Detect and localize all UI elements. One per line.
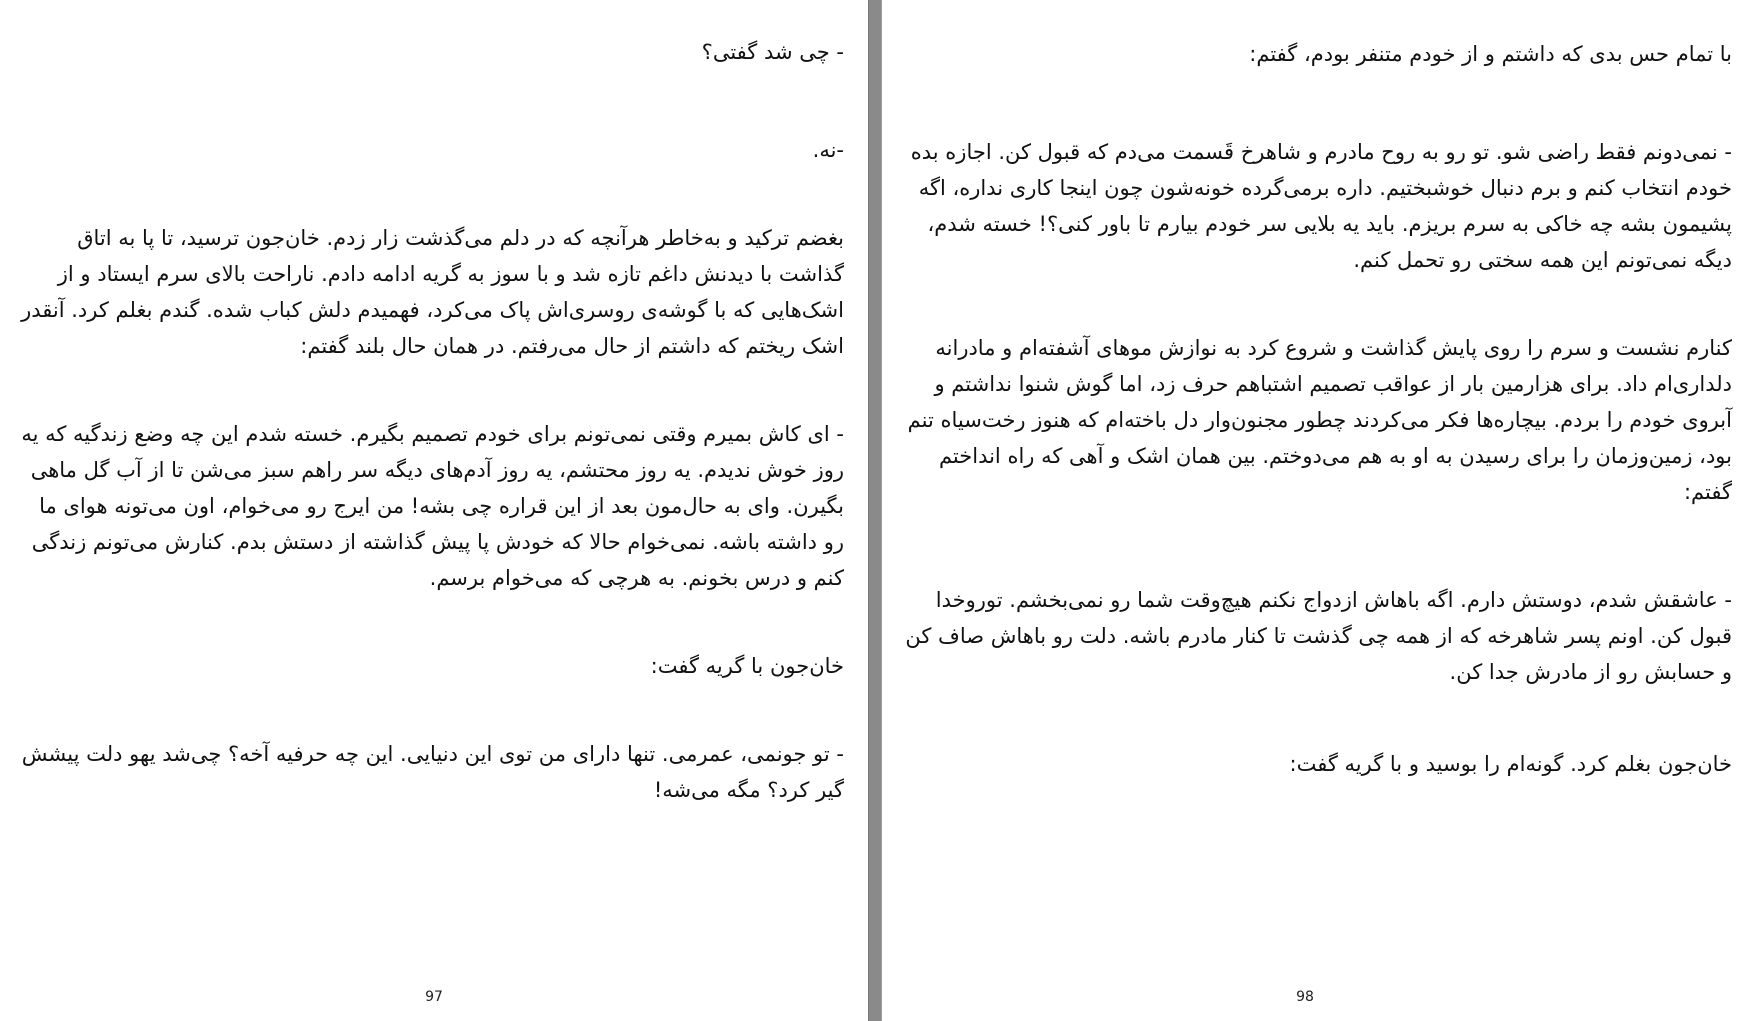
paragraph: خان‌جون بغلم کرد. گونه‌ام را بوسید و با گریه گفت: — [1289, 752, 1732, 776]
paragraph: کنارم نشست و سرم را روی پایش گذاشت و شروع کرد به نوازش موهای آشفته‌ام و مادرانه دلداری‌ام داد. برای هزارمین بار از عواقب تصمیم اشتباهم حرف زد، اما گوش شنوا نداشتم و آبروی خودم را بردم. بیچاره‌ها فکر می‌کردند چطور مجنون‌وار دل باخته‌ام که هنوز رخت‌سیاه تنم بود، زمین‌وزمان را برای رسیدن به او به هم می‌دوختم. بین همان اشک و آهی که راه انداختم گفتم: — [907, 336, 1732, 504]
right-page — [882, 0, 1750, 1021]
paragraph: با تمام حس بدی که داشتم و از خودم متنفر بودم، گفتم: — [1249, 42, 1732, 66]
paragraph: - تو جونمی، عمرمی. تنها دارای من توی این دنیایی. این چه حرفیه آخه؟ چی‌شد یهو دلت پیشش گیر کرد؟ مگه می‌شه! — [21, 742, 844, 802]
paragraph: - ای کاش بمیرم وقتی نمی‌تونم برای خودم تصمیم بگیرم. خسته شدم این چه وضع زندگیه که یه روز خوش ندیدم. یه روز محتشم، یه روز آدم‌های دیگه سر راهم سبز می‌شن تا از آب گل ماهی بگیرن. وای به حال‌مون بعد از این قراره چی بشه! من ایرج رو می‌خوام، اون می‌تونه هوای ما رو داشته باشه. نمی‌خوام حالا که خودش پا پیش گذاشته از دستش بدم. کنارش می‌تونم زندگی کنم و درس بخونم. به هرچی که می‌خوام برسم. — [21, 422, 844, 590]
left-page-text — [18, 30, 844, 808]
paragraph: - نمی‌دونم فقط راضی شو. تو رو به روح مادرم و شاهرخ قَسمت می‌دم که قبول کن. اجازه بده خودم انتخاب کنم و برم دنبال خوشبختیم. داره برمی‌گرده خونه‌شون چون اینجا کاری نداره، اگه پشیمون بشه چه خاکی به سرم بریزم. باید یه بلایی سر خودم بیارم تا باور کنی؟! خسته شدم، دیگه نمی‌تونم این همه سختی رو تحمل کنم. — [910, 140, 1732, 272]
right-page-text — [900, 30, 1732, 782]
page-divider — [868, 0, 882, 1021]
paragraph: - چی شد گفتی؟ — [701, 40, 844, 64]
paragraph: -نه. — [812, 138, 844, 162]
page-number: 98 — [1296, 989, 1314, 1005]
page-number: 97 — [425, 989, 443, 1005]
paragraph: خان‌جون با گریه گفت: — [650, 654, 844, 678]
paragraph: بغضم ترکید و به‌خاطر هرآنچه که در دلم می‌گذشت زار زدم. خان‌جون ترسید، تا پا به اتاق گذاشت با دیدنش داغم تازه شد و با سوز به گریه ادامه دادم. ناراحت بالای سرم ایستاد و از اشک‌هایی که با گوشه‌ی روسری‌اش پاک می‌کرد، فهمیدم دلش کباب شده. گندم بغلم کرد. آنقدر اشک ریختم که داشتم از حال می‌رفتم. در همان حال بلند گفتم: — [21, 226, 844, 358]
paragraph: - عاشقش شدم، دوستش دارم. اگه باهاش ازدواج نکنم هیچ‌وقت شما رو نمی‌بخشم. توروخدا قبول کن. اونم پسر شاهرخه که از همه چی گذشت تا کنار مادرم باشه. دلت رو باهاش صاف کن و حسابش رو از مادرش جدا کن. — [905, 588, 1732, 684]
left-page — [0, 0, 868, 1021]
